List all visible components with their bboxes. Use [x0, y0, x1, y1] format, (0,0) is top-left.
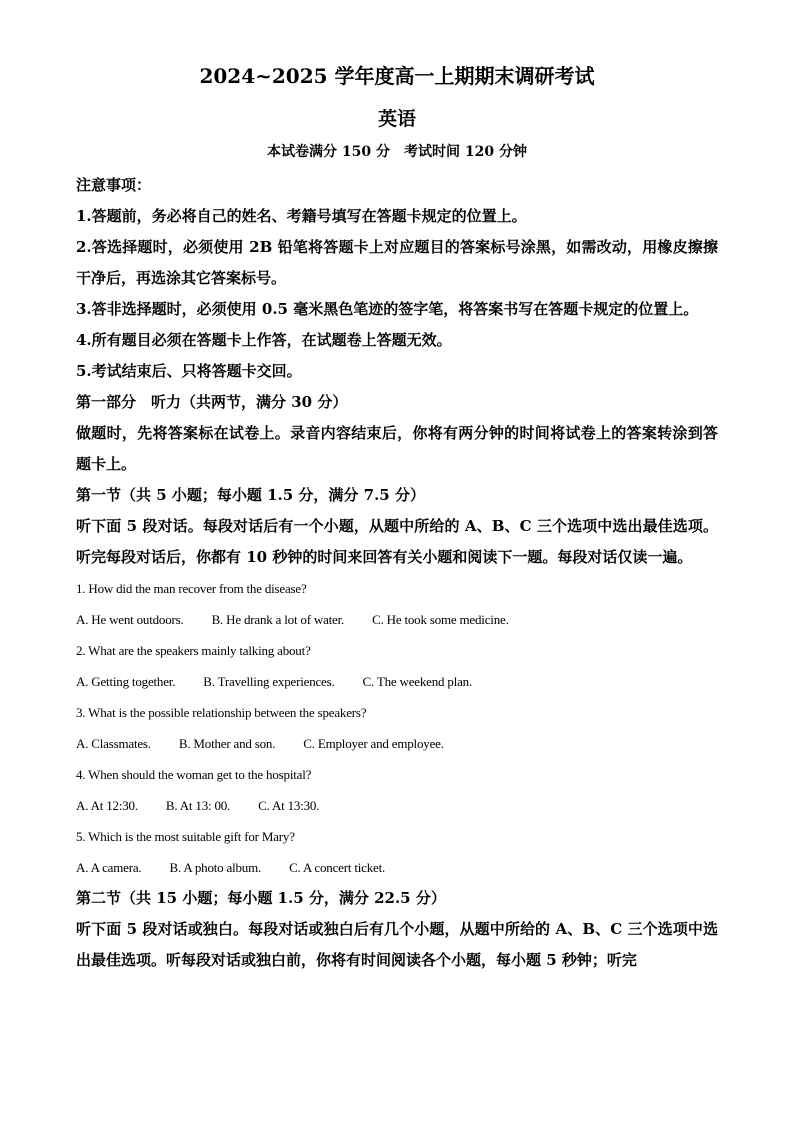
question-1: 1. How did the man recover from the disease?	[76, 581, 307, 596]
option-c: C. Employer and employee.	[303, 736, 444, 751]
notice-item: 3.答非选择题时，必须使用 0.5 毫米黑色笔迹的签字笔，将答案书写在答题卡规定的位置上。	[76, 300, 699, 318]
option-c: C. At 13:30.	[258, 798, 320, 813]
question-4: 4. When should the woman get to the hospital?	[76, 767, 312, 782]
option-c: C. The weekend plan.	[362, 674, 473, 689]
option-b: B. A photo album.	[169, 860, 262, 875]
option-c: C. He took some medicine.	[372, 612, 509, 627]
section1-heading: 第一节（共 5 小题；每小题 1.5 分，满分 7.5 分）	[76, 486, 425, 504]
option-b: B. He drank a lot of water.	[211, 612, 345, 627]
option-a: A. Getting together.	[76, 674, 176, 689]
option-c: C. A concert ticket.	[289, 860, 386, 875]
notice-heading: 注意事项：	[76, 176, 152, 194]
notice-item: 2.答选择题时，必须使用 2B 铅笔将答题卡上对应题目的答案标号涂黑，如需改动，用橡皮擦擦干净后，再选涂其它答案标号。	[76, 238, 718, 287]
question-2: 2. What are the speakers mainly talking about?	[76, 643, 311, 658]
notice-item: 4.所有题目必须在答题卡上作答，在试题卷上答题无效。	[76, 331, 452, 349]
option-a: A. Classmates.	[76, 736, 151, 751]
option-a: A. A camera.	[76, 860, 142, 875]
question-1-options	[76, 604, 718, 635]
option-b: B. Mother and son.	[178, 736, 276, 751]
notice-item: 5.考试结束后、只将答题卡交回。	[76, 362, 302, 380]
exam-subject: 英语	[377, 108, 416, 130]
option-b: B. Travelling experiences.	[203, 674, 335, 689]
section1-intro: 听下面 5 段对话。每段对话后有一个小题，从题中所给的 A、B、C 三个选项中选出最佳选项。听完每段对话后，你都有 10 秒钟的时间来回答有关小题和阅读下一题。每段对话仅读一遍。	[76, 517, 718, 566]
question-3: 3. What is the possible relationship between the speakers?	[76, 705, 367, 720]
section2-intro: 听下面 5 段对话或独白。每段对话或独白后有几个小题，从题中所给的 A、B、C 三个选项中选出最佳选项。听每段对话或独白前，你将有时间阅读各个小题，每小题 5 秒钟；听完	[76, 920, 718, 969]
option-b: B. At 13: 00.	[165, 798, 231, 813]
option-a: A. He went outdoors.	[76, 612, 184, 627]
question-5: 5. Which is the most suitable gift for Mary?	[76, 829, 295, 844]
option-a: A. At 12:30.	[76, 798, 138, 813]
question-3-options	[76, 728, 718, 759]
question-5-options	[76, 852, 718, 883]
section2-heading: 第二节（共 15 小题；每小题 1.5 分，满分 22.5 分）	[76, 889, 446, 907]
part1-intro: 做题时，先将答案标在试卷上。录音内容结束后，你将有两分钟的时间将试卷上的答案转涂到答题卡上。	[76, 424, 718, 473]
notice-item: 1.答题前，务必将自己的姓名、考籍号填写在答题卡规定的位置上。	[76, 207, 527, 225]
question-4-options	[76, 790, 718, 821]
exam-meta: 本试卷满分 150 分 考试时间 120 分钟	[267, 144, 527, 160]
question-2-options	[76, 666, 718, 697]
part1-heading: 第一部分 听力（共两节，满分 30 分）	[76, 393, 348, 411]
exam-title: 2024~2025 学年度高一上期期末调研考试	[199, 64, 595, 88]
